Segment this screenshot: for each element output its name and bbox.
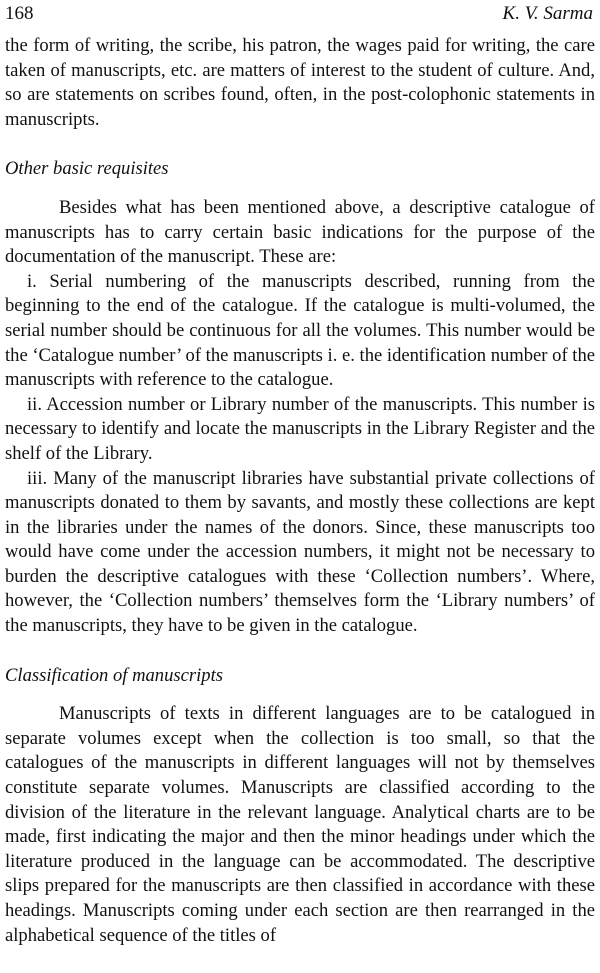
running-head-author: K. V. Sarma [502,3,593,24]
page-header [5,0,595,34]
spacer [5,132,595,157]
spacer [5,688,595,702]
section-heading-classification: Classification of manuscripts [5,664,223,686]
spacer [5,639,595,664]
classification-paragraph: Manuscripts of texts in different languages are to be catalogued in separate volumes except when the collection is too small, so that the catalogues of the manuscripts in different languages will not by themselves constitute separate volumes. Manuscripts are classified according to the division of the literature in the relevant language. Analytical charts are to be made, first indicating the major and then the minor headings under which the literature produced in the language can be accommodated. The descriptive slips prepared for the manuscripts are then classified in accordance with these headings. Manuscripts coming under each section are then rearranged in the alphabetical sequence of the titles of [5,703,595,946]
section-heading-basic-requisites: Other basic requisites [5,158,169,180]
intro-paragraph: the form of writing, the scribe, his patron, the wages paid for writing, the care taken of manuscripts, etc. are matters of interest to the student of culture. And, so are statements on scribes found, often, in the post-colophonic statements in manuscripts. [5,35,595,130]
requisites-paragraph: Besides what has been mentioned above, a descriptive catalogue of manuscripts has to carry certain basic indications for the purpose of the documentation of the manuscript. These are: [5,196,595,268]
requisite-item-3: iii. Many of the manuscript libraries have substantial private collections of manuscripts donated to them by savants, and mostly these collections are kept in the libraries under the names of the donors. Since, these manuscripts too would have come under the accession numbers, it might not be necessary to burden the descriptive catalogues with these ‘Collection numbers’. Where, however, the ‘Collection numbers’ themselves form the ‘Library numbers’ of the manuscripts, they have to be given in the catalogue. [5,467,595,637]
page-number: 168 [5,3,34,24]
spacer [5,182,595,196]
requisite-item-2: ii. Accession number or Library number of the manuscripts. This number is necessary to identify and locate the manuscripts in the Library Register and the shelf of the Library. [5,393,595,464]
requisite-item-1: i. Serial numbering of the manuscripts described, running from the beginning to the end of the catalogue. If the catalogue is multi-volumed, the serial number should be continuous for all the volumes. This number would be the ‘Catalogue number’ of the manuscripts i. e. the identification number of the manuscripts with reference to the catalogue. [5,270,595,391]
